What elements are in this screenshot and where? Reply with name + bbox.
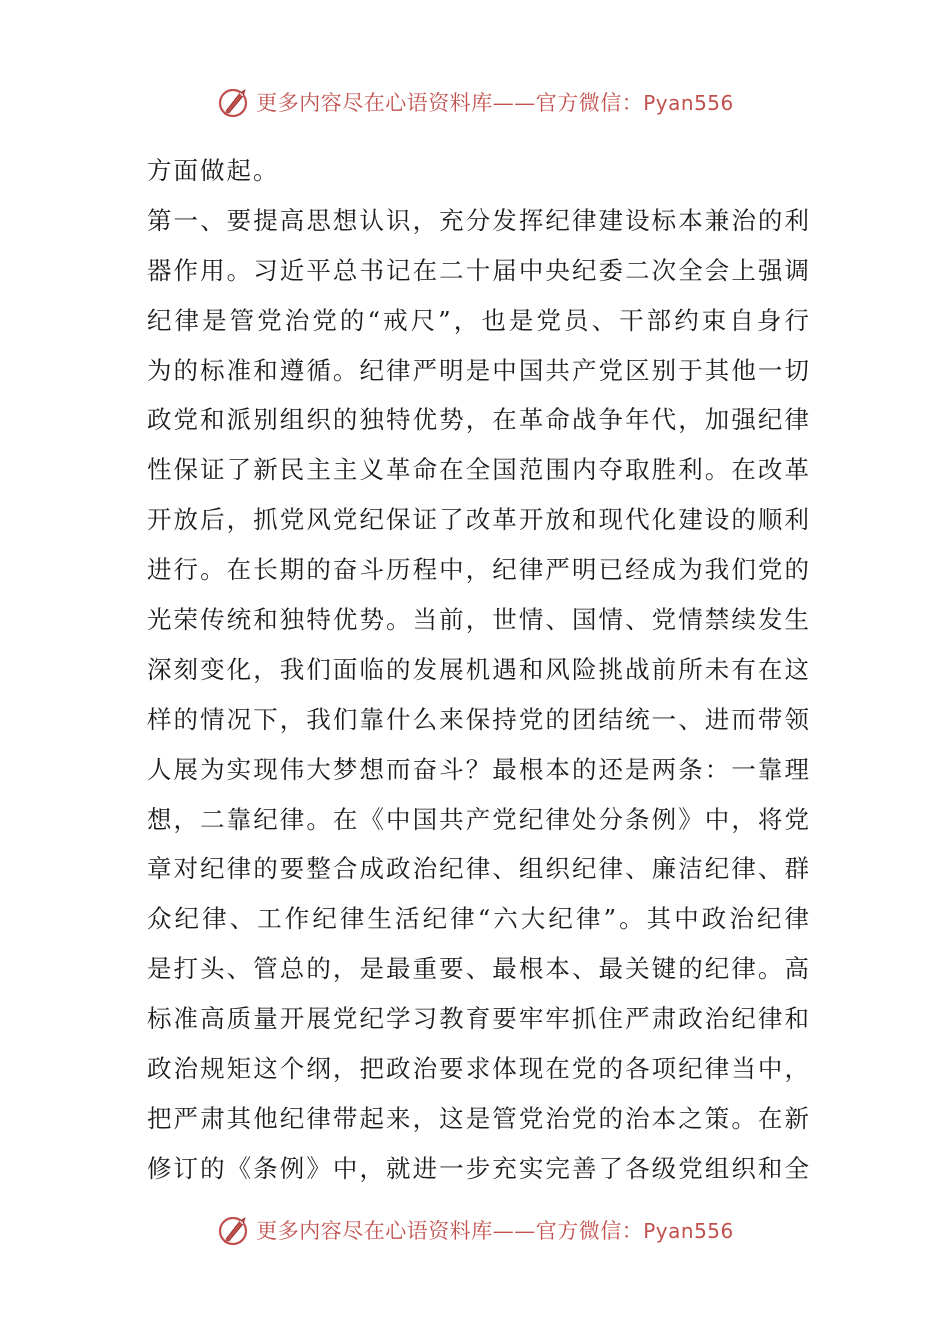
text-line: 光荣传统和独特优势。当前，世情、国情、党情禁续发生 [147, 605, 809, 635]
text-line: 方面做起。 [147, 156, 280, 185]
header-watermark-group [218, 85, 734, 119]
text-line: 纪律是管党治党的“戒尺”，也是党员、干部约束自身行 [147, 305, 809, 335]
text-line: 是打头、管总的，是最重要、最根本、最关键的纪律。高 [147, 954, 809, 984]
text-line: 修订的《条例》中，就进一步充实完善了各级党组织和全 [147, 1153, 809, 1183]
header-watermark-banner [0, 82, 950, 122]
text-line: 众纪律、工作纪律生活纪律“六大纪律”。其中政治纪律 [147, 904, 809, 934]
pen-logo-icon [218, 1213, 252, 1247]
text-line: 第一、要提高思想认识，充分发挥纪律建设标本兼治的利 [147, 205, 809, 235]
text-line: 为的标准和遵循。纪律严明是中国共产党区别于其他一切 [147, 355, 809, 385]
pen-logo-icon [218, 85, 252, 119]
header-watermark-text: 更多内容尽在心语资料库——官方微信：Pyan556 [256, 91, 734, 115]
text-line: 政党和派别组织的独特优势，在革命战争年代，加强纪律 [147, 405, 809, 435]
text-line: 深刻变化，我们面临的发展机遇和风险挑战前所未有在这 [147, 654, 809, 684]
text-line: 器作用。习近平总书记在二十届中央纪委二次全会上强调 [147, 255, 809, 285]
text-line: 想，二靠纪律。在《中国共产党纪律处分条例》中，将党 [147, 804, 809, 834]
text-line: 政治规矩这个纲，把政治要求体现在党的各项纪律当中， [147, 1054, 809, 1084]
text-line: 样的情况下，我们靠什么来保持党的团结统一、进而带领 [147, 704, 809, 734]
text-line: 进行。在长期的奋斗历程中，纪律严明已经成为我们党的 [147, 555, 809, 585]
text-line: 性保证了新民主主义革命在全国范围内夺取胜利。在改革 [147, 455, 809, 485]
footer-watermark-group [218, 1213, 734, 1247]
text-line: 人展为实现伟大梦想而奋斗？最根本的还是两条：一靠理 [147, 754, 809, 784]
document-body [147, 146, 809, 1194]
text-line: 标准高质量开展党纪学习教育要牢牢抓住严肃政治纪律和 [147, 1004, 809, 1034]
text-line: 章对纪律的要整合成政治纪律、组织纪律、廉洁纪律、群 [147, 854, 809, 884]
footer-watermark-text: 更多内容尽在心语资料库——官方微信：Pyan556 [256, 1219, 734, 1243]
text-line: 开放后，抓党风党纪保证了改革开放和现代化建设的顺利 [147, 505, 809, 535]
footer-watermark-banner [0, 1210, 950, 1250]
text-line: 把严肃其他纪律带起来，这是管党治党的治本之策。在新 [147, 1103, 809, 1133]
